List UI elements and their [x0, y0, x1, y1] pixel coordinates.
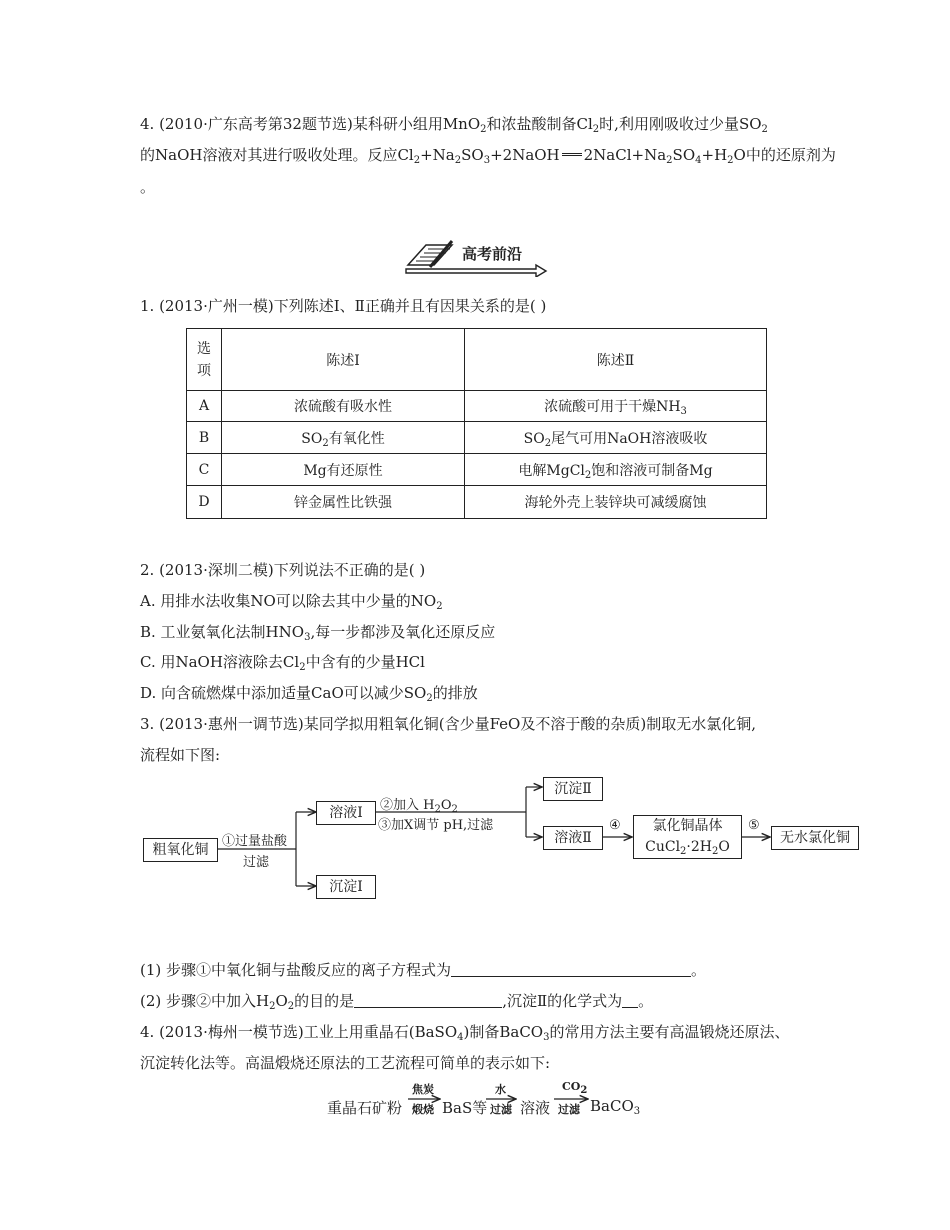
q1-table — [186, 328, 767, 519]
q4-prev-line3: 。 — [140, 178, 156, 196]
header-statement-1: 陈述Ⅰ — [222, 329, 465, 391]
step4-label: ④ — [609, 818, 621, 833]
q2-option-d: D. 向含硫燃煤中添加适量CaO可以减少$SO_2$的排放 — [140, 684, 478, 704]
q1-stem: 1. (2013·广州一模)下列陈述Ⅰ、Ⅱ正确并且有因果关系的是( ) — [140, 297, 547, 315]
solution2-box: 溶液Ⅱ — [543, 826, 603, 850]
q4-line2: 沉淀转化法等。高温煅烧还原法的工艺流程可简单的表示如下: — [140, 1054, 551, 1072]
q2-option-b: B. 工业氨氧化法制$HNO_3$,每一步都涉及氧化还原反应 — [140, 623, 496, 643]
answer-blank[interactable] — [451, 962, 691, 977]
q3-line2: 流程如下图: — [140, 746, 221, 764]
q4-prev-line2: 的NaOH溶液对其进行吸收处理。反应$Cl_2+Na_2SO_3+2NaOH$ $2NaCl+Na_2SO_4+H_2O$中的还原剂为 — [140, 146, 836, 166]
q4-mid1: BaS等 — [442, 1099, 488, 1117]
step5-label: ⑤ — [748, 818, 760, 833]
step2-label: ②加入 $H_2O_2$ — [380, 798, 458, 815]
header-statement-2: 陈述Ⅱ — [465, 329, 767, 391]
q3-line1: 3. (2013·惠州一调节选)某同学拟用粗氧化铜(含少量FeO及不溶于酸的杂质)制取无水氯化铜, — [140, 715, 756, 733]
section-title: 高考前沿 — [462, 245, 523, 263]
table-row: C Mg有还原性 电解MgCl$_2$饱和溶液可制备Mg — [187, 454, 767, 486]
table-row: D 锌金属性比铁强 海轮外壳上装锌块可减缓腐蚀 — [187, 486, 767, 519]
double-arrow-line — [562, 153, 582, 156]
q3-sub1: (1) 步骤①中氧化铜与盐酸反应的离子方程式为 。 — [140, 961, 707, 979]
q2-option-c: C. 用NaOH溶液除去$Cl_2$中含有的少量HCl — [140, 653, 425, 673]
q4-prev-line1: 4. (2010·广东高考第32题节选)某科研小组用MnO$_2$和浓盐酸制备$Cl_2$时,利用刚吸收过少量$SO_2$ — [140, 115, 768, 135]
step3-label: ③加X调节 pH,过滤 — [378, 818, 494, 833]
crude-cuo-box: 粗氧化铜 — [143, 838, 218, 862]
solution1-box: 溶液Ⅰ — [316, 801, 376, 825]
step1-filter-label: 过滤 — [243, 855, 270, 870]
answer-blank[interactable] — [622, 993, 638, 1008]
arrow3-top: $CO_2$ — [562, 1080, 588, 1096]
q4-mid2: 溶液 — [520, 1099, 551, 1117]
q4-end: BaCO$_3$ — [590, 1097, 641, 1117]
precipitate1-box: 沉淀Ⅰ — [316, 875, 376, 899]
q4-start: 重晶石矿粉 — [327, 1099, 403, 1117]
q2-stem: 2. (2013·深圳二模)下列说法不正确的是( ) — [140, 561, 426, 579]
q3-sub2: (2) 步骤②中加入$H_2O_2$的目的是 ,沉淀Ⅱ的化学式为 。 — [140, 992, 654, 1012]
precipitate2-box: 沉淀Ⅱ — [543, 777, 603, 801]
table-row: A 浓硫酸有吸水性 浓硫酸可用于干燥$NH_3$ — [187, 391, 767, 422]
arrow1-bottom: 煅烧 — [412, 1103, 434, 1116]
q2-option-a: A. 用排水法收集NO可以除去其中少量的$NO_2$ — [140, 592, 443, 612]
answer-blank[interactable] — [354, 993, 502, 1008]
arrow1-top: 焦炭 — [412, 1083, 434, 1096]
anhydrous-cucl2-box: 无水氯化铜 — [771, 826, 859, 850]
arrow3-bottom: 过滤 — [558, 1103, 580, 1116]
crystal-box: 氯化铜晶体 $CuCl_2\cdot 2H_2O$ — [633, 815, 742, 859]
arrow2-bottom: 过滤 — [490, 1103, 512, 1116]
table-row: B $SO_2$有氧化性 $SO_2$尾气可用NaOH溶液吸收 — [187, 422, 767, 454]
q4-line1: 4. (2013·梅州一模节选)工业上用重晶石(BaSO$_4$)制备BaCO$_3$的常用方法主要有高温锻烧还原法、 — [140, 1023, 790, 1043]
section-header — [404, 239, 549, 281]
arrow2-top: 水 — [495, 1083, 506, 1096]
header-option: 选 项 — [187, 329, 222, 391]
step1-label: ①过量盐酸 — [222, 834, 288, 849]
